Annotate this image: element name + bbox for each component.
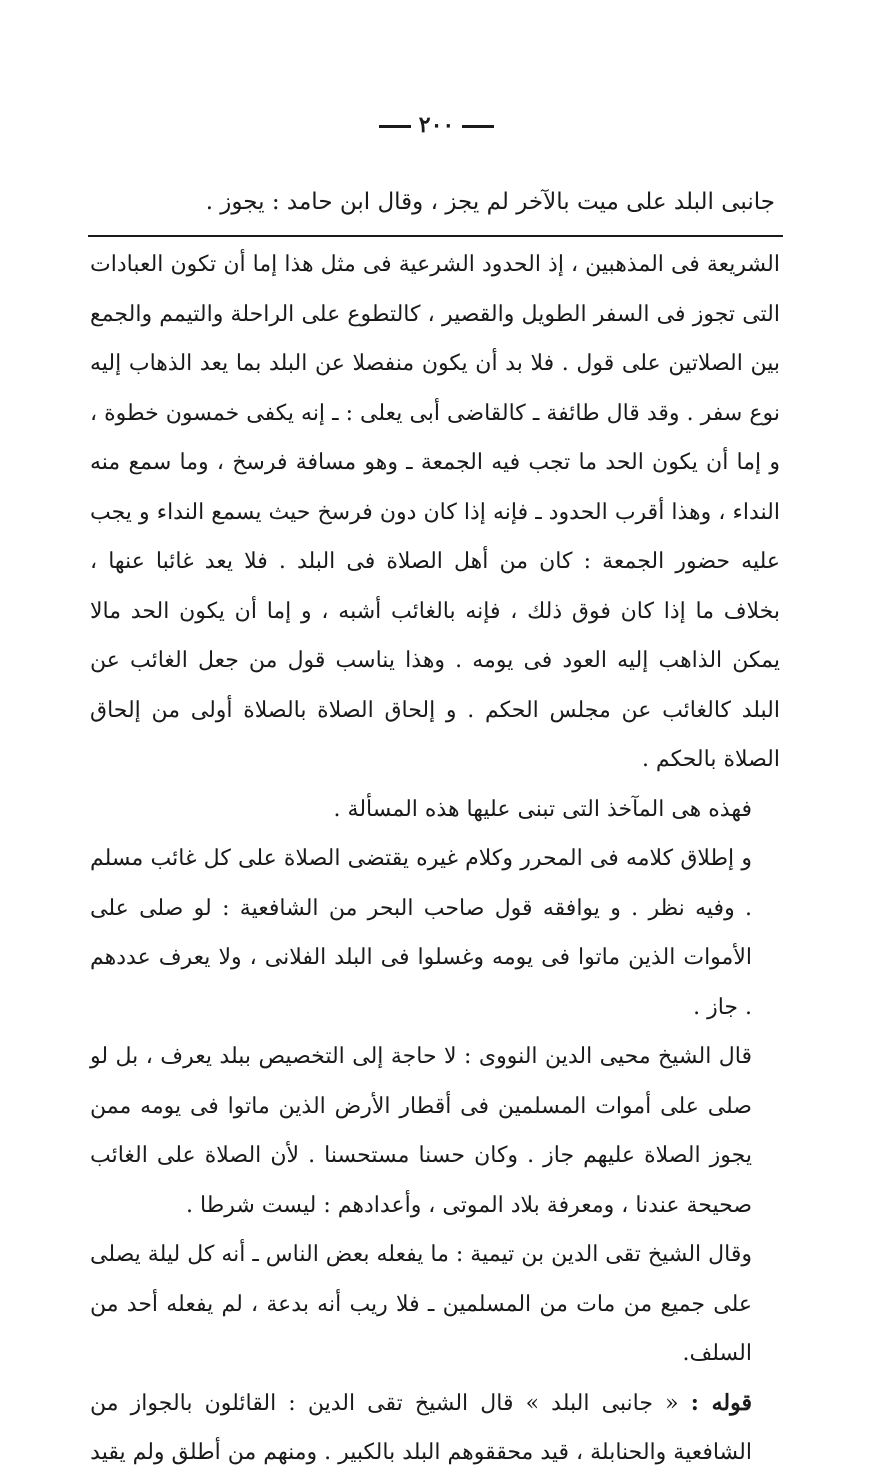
note-paragraph-6 (90, 1379, 780, 1478)
page-number (0, 112, 873, 138)
dash-right (379, 125, 411, 128)
note-paragraph-3: و إطلاق كلامه فى المحرر وكلام غيره يقتضى الصلاة على كل غائب مسلم . وفيه نظر . و يوافقه قول صاحب البحر من الشافعية : لو صلى على الأموات الذين ماتوا فى يومه وغسلوا فى البلد الفلانى ، ولا يعرف عددهم . جاز . (90, 846, 752, 1020)
note-paragraph-4: قال الشيخ محيى الدين النووى : لا حاجة إلى التخصيص ببلد يعرف ، بل لو صلى على أموات المسلمين فى أقطار الأرض الذين ماتوا فى يومه ممن يجوز الصلاة عليهم جاز . وكان حسنا مستحسنا . لأن الصلاة على الغائب صحيحة عندنا ، ومعرفة بلاد الموتى ، وأعدادهم : ليست شرطا . (90, 1044, 752, 1218)
page-number-value: ٢٠٠ (418, 112, 455, 138)
footnote-block (90, 240, 780, 1478)
note-paragraph-1: الشريعة فى المذهبين ، إذ الحدود الشرعية فى مثل هذا إما أن تكون العبادات التى تجوز فى السفر الطويل والقصير ، كالتطوع على الراحلة والتيمم والجمع بين الصلاتين على قول . فلا بد أن يكون منفصلا عن البلد بما يعد الذهاب إليه نوع سفر . وقد قال طائفة ـ كالقاضى أبى يعلى : ـ إنه يكفى خمسون خطوة ، و إما أن يكون الحد ما تجب فيه الجمعة ـ وهو مسافة فرسخ ، وما سمع منه النداء ، وهذا أقرب الحدود ـ فإنه إذا كان دون فرسخ حيث يسمع النداء و يجب عليه حضور الجمعة : كان من أهل الصلاة فى البلد . فلا يعد غائبا عنها ، بخلاف ما إذا كان فوق ذلك ، فإنه بالغائب أشبه ، و إما أن يكون الحد مالا يمكن الذاهب إليه العود فى يومه . وهذا يناسب قول من جعل الغائب عن البلد كالغائب عن مجلس الحكم . و إلحاق الصلاة بالصلاة أولى من إلحاق الصلاة بالحكم . (90, 252, 780, 772)
dash-left (462, 125, 494, 128)
note-lead-word: قوله : (690, 1389, 752, 1416)
main-text (95, 180, 775, 224)
footnote-separator (88, 235, 783, 237)
note-paragraph-6-text: « جانبى البلد » قال الشيخ تقى الدين : القائلون بالجواز من الشافعية والحنابلة ، قيد محققوهم البلد بالكبير . ومنهم من أطلق ولم يقيد (90, 1390, 752, 1465)
main-text-line: جانبى البلد على ميت بالآخر لم يجز ، وقال ابن حامد : يجوز . (205, 189, 775, 215)
note-paragraph-5: وقال الشيخ تقى الدين بن تيمية : ما يفعله بعض الناس ـ أنه كل ليلة يصلى على جميع من مات من المسلمين ـ فلا ريب أنه بدعة ، لم يفعله أحد من السلف. (89, 1242, 752, 1366)
note-paragraph-2: فهذه هى المآخذ التى تبنى عليها هذه المسألة . (333, 796, 752, 822)
